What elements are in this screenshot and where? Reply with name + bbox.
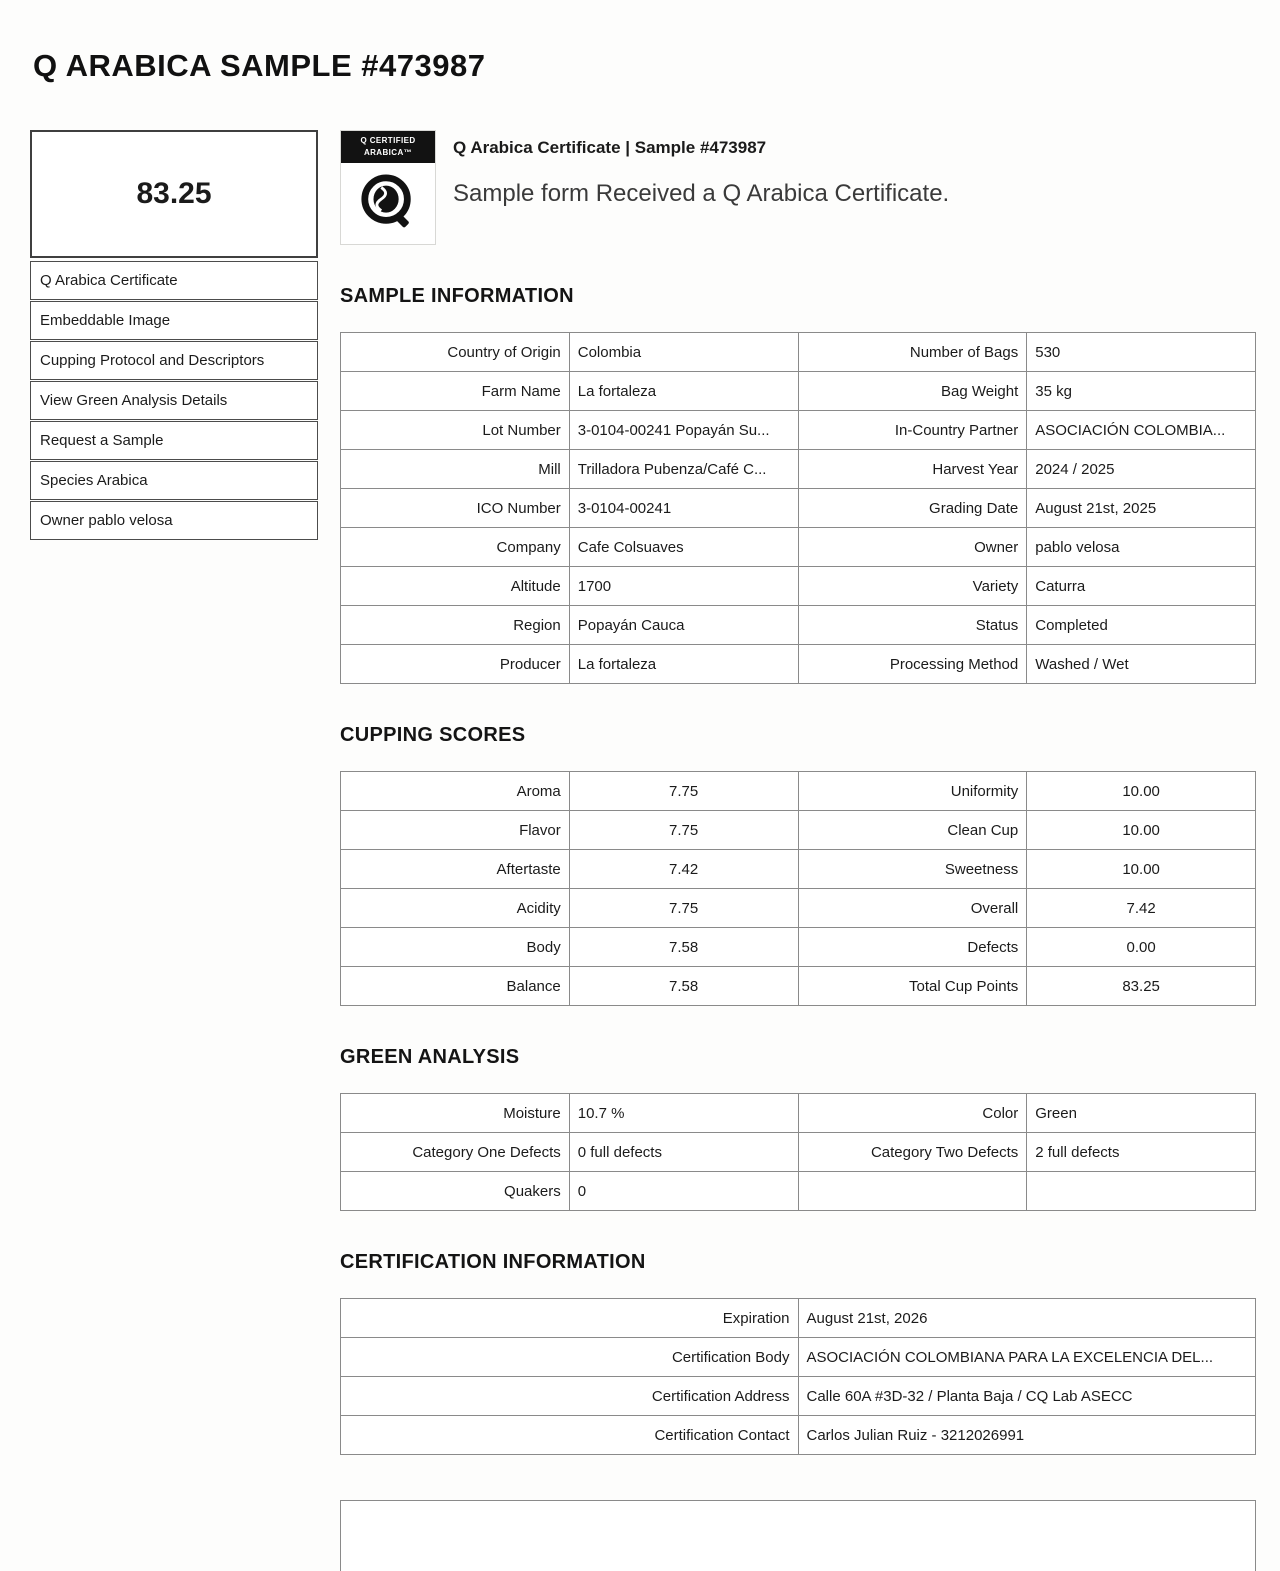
- score-value: 0.00: [1027, 928, 1256, 967]
- score-label: Aftertaste: [341, 850, 570, 889]
- field-value: 10.7 %: [569, 1094, 798, 1133]
- section-title-sample-information: SAMPLE INFORMATION: [340, 285, 574, 307]
- field-label: Grading Date: [798, 489, 1027, 528]
- badge-label-line2: ARABICA™: [363, 148, 413, 157]
- score-label: Total Cup Points: [798, 967, 1027, 1006]
- score-value: 7.58: [569, 928, 798, 967]
- field-label: Variety: [798, 567, 1027, 606]
- field-label: Region: [341, 606, 570, 645]
- score-value: 10.00: [1027, 811, 1256, 850]
- table-row: [341, 450, 1256, 489]
- field-value: 530: [1027, 333, 1256, 372]
- sidebar-link-request-sample[interactable]: Request a Sample: [30, 421, 318, 460]
- field-value: 3-0104-00241: [569, 489, 798, 528]
- score-value: 7.75: [569, 889, 798, 928]
- sidebar-link-embeddable-image[interactable]: Embeddable Image: [30, 301, 318, 340]
- field-label: Harvest Year: [798, 450, 1027, 489]
- field-label: Farm Name: [341, 372, 570, 411]
- table-row: [341, 411, 1256, 450]
- score-label: Aroma: [341, 772, 570, 811]
- field-value: 2024 / 2025: [1027, 450, 1256, 489]
- cupping-scores-table: [340, 771, 1256, 1006]
- field-value: 2 full defects: [1027, 1133, 1256, 1172]
- score-label: Balance: [341, 967, 570, 1006]
- score-value: 7.42: [1027, 889, 1256, 928]
- field-label: Company: [341, 528, 570, 567]
- certification-information-table: [340, 1298, 1256, 1455]
- table-row: [341, 1133, 1256, 1172]
- certificate-subtitle: Sample form Received a Q Arabica Certificate.: [453, 180, 950, 207]
- score-label: Flavor: [341, 811, 570, 850]
- badge-label: [341, 131, 435, 163]
- partial-table-edge: [340, 1500, 1256, 1571]
- field-label: Number of Bags: [798, 333, 1027, 372]
- field-label: Producer: [341, 645, 570, 684]
- score-label: Acidity: [341, 889, 570, 928]
- field-value: Trilladora Pubenza/Café C...: [569, 450, 798, 489]
- field-value: 35 kg: [1027, 372, 1256, 411]
- sidebar-link-cupping-protocol[interactable]: Cupping Protocol and Descriptors: [30, 341, 318, 380]
- sidebar-link-certificate[interactable]: Q Arabica Certificate: [30, 261, 318, 300]
- field-value: Popayán Cauca: [569, 606, 798, 645]
- field-label: Bag Weight: [798, 372, 1027, 411]
- score-value: 7.58: [569, 967, 798, 1006]
- field-label: [798, 1172, 1027, 1211]
- certificate-banner-text: [453, 130, 949, 245]
- field-label: Category One Defects: [341, 1133, 570, 1172]
- table-row: [341, 967, 1256, 1006]
- field-label: Processing Method: [798, 645, 1027, 684]
- table-row: [341, 606, 1256, 645]
- score-value: 7.75: [569, 811, 798, 850]
- table-row: [341, 1172, 1256, 1211]
- field-value: Completed: [1027, 606, 1256, 645]
- field-label: Owner: [798, 528, 1027, 567]
- q-logo-icon: [341, 163, 435, 241]
- score-value: 7.42: [569, 850, 798, 889]
- table-row: [341, 850, 1256, 889]
- field-label: Quakers: [341, 1172, 570, 1211]
- table-row: [341, 772, 1256, 811]
- field-value: Caturra: [1027, 567, 1256, 606]
- main-content: [340, 130, 1256, 1571]
- field-value: ASOCIACIÓN COLOMBIA...: [1027, 411, 1256, 450]
- sidebar-item-owner: Owner pablo velosa: [30, 501, 318, 540]
- field-label: Moisture: [341, 1094, 570, 1133]
- field-value: ASOCIACIÓN COLOMBIANA PARA LA EXCELENCIA DEL...: [798, 1338, 1256, 1377]
- field-label: Certification Contact: [341, 1416, 799, 1455]
- field-value: 0 full defects: [569, 1133, 798, 1172]
- table-row: [341, 372, 1256, 411]
- certificate-heading: Q Arabica Certificate | Sample #473987: [453, 138, 767, 157]
- q-certified-arabica-badge: [340, 130, 436, 245]
- table-row: [341, 1338, 1256, 1377]
- field-value: pablo velosa: [1027, 528, 1256, 567]
- field-value: 3-0104-00241 Popayán Su...: [569, 411, 798, 450]
- field-value: 0: [569, 1172, 798, 1211]
- score-label: Sweetness: [798, 850, 1027, 889]
- field-value: Washed / Wet: [1027, 645, 1256, 684]
- field-label: Color: [798, 1094, 1027, 1133]
- field-label: Certification Address: [341, 1377, 799, 1416]
- field-value: La fortaleza: [569, 645, 798, 684]
- sidebar-link-green-analysis[interactable]: View Green Analysis Details: [30, 381, 318, 420]
- field-label: In-Country Partner: [798, 411, 1027, 450]
- field-label: Mill: [341, 450, 570, 489]
- total-score-box: [30, 130, 318, 258]
- table-row: [341, 889, 1256, 928]
- field-label: Certification Body: [341, 1338, 799, 1377]
- score-panel: [30, 130, 318, 540]
- table-row: [341, 645, 1256, 684]
- field-value: [1027, 1172, 1256, 1211]
- field-label: Altitude: [341, 567, 570, 606]
- score-value: 10.00: [1027, 772, 1256, 811]
- section-title-green-analysis: GREEN ANALYSIS: [340, 1046, 520, 1068]
- field-value: La fortaleza: [569, 372, 798, 411]
- section-title-cupping-scores: CUPPING SCORES: [340, 724, 526, 746]
- certificate-banner: [340, 130, 1256, 245]
- field-label: Category Two Defects: [798, 1133, 1027, 1172]
- total-score-value: 83.25: [136, 177, 212, 210]
- table-row: [341, 567, 1256, 606]
- table-row: [341, 1094, 1256, 1133]
- table-row: [341, 928, 1256, 967]
- table-row: [341, 1416, 1256, 1455]
- table-row: [341, 811, 1256, 850]
- score-value: 83.25: [1027, 967, 1256, 1006]
- score-label: Uniformity: [798, 772, 1027, 811]
- field-value: August 21st, 2025: [1027, 489, 1256, 528]
- field-label: Country of Origin: [341, 333, 570, 372]
- page-title: Q ARABICA SAMPLE #473987: [33, 48, 486, 83]
- field-value: Cafe Colsuaves: [569, 528, 798, 567]
- field-value: Calle 60A #3D-32 / Planta Baja / CQ Lab ASECC: [798, 1377, 1256, 1416]
- field-value: 1700: [569, 567, 798, 606]
- field-label: Status: [798, 606, 1027, 645]
- score-label: Body: [341, 928, 570, 967]
- field-label: Expiration: [341, 1299, 799, 1338]
- sidebar-item-species: Species Arabica: [30, 461, 318, 500]
- field-value: Colombia: [569, 333, 798, 372]
- score-label: Clean Cup: [798, 811, 1027, 850]
- score-label: Defects: [798, 928, 1027, 967]
- field-value: Carlos Julian Ruiz - 3212026991: [798, 1416, 1256, 1455]
- field-label: Lot Number: [341, 411, 570, 450]
- field-value: August 21st, 2026: [798, 1299, 1256, 1338]
- score-value: 10.00: [1027, 850, 1256, 889]
- score-label: Overall: [798, 889, 1027, 928]
- section-title-certification-information: CERTIFICATION INFORMATION: [340, 1251, 646, 1273]
- table-row: [341, 1377, 1256, 1416]
- score-value: 7.75: [569, 772, 798, 811]
- table-row: [341, 528, 1256, 567]
- table-row: [341, 489, 1256, 528]
- green-analysis-table: [340, 1093, 1256, 1211]
- sample-information-table: [340, 332, 1256, 684]
- field-value: Green: [1027, 1094, 1256, 1133]
- badge-label-line1: Q CERTIFIED: [360, 136, 416, 145]
- field-label: ICO Number: [341, 489, 570, 528]
- table-row: [341, 333, 1256, 372]
- table-row: [341, 1299, 1256, 1338]
